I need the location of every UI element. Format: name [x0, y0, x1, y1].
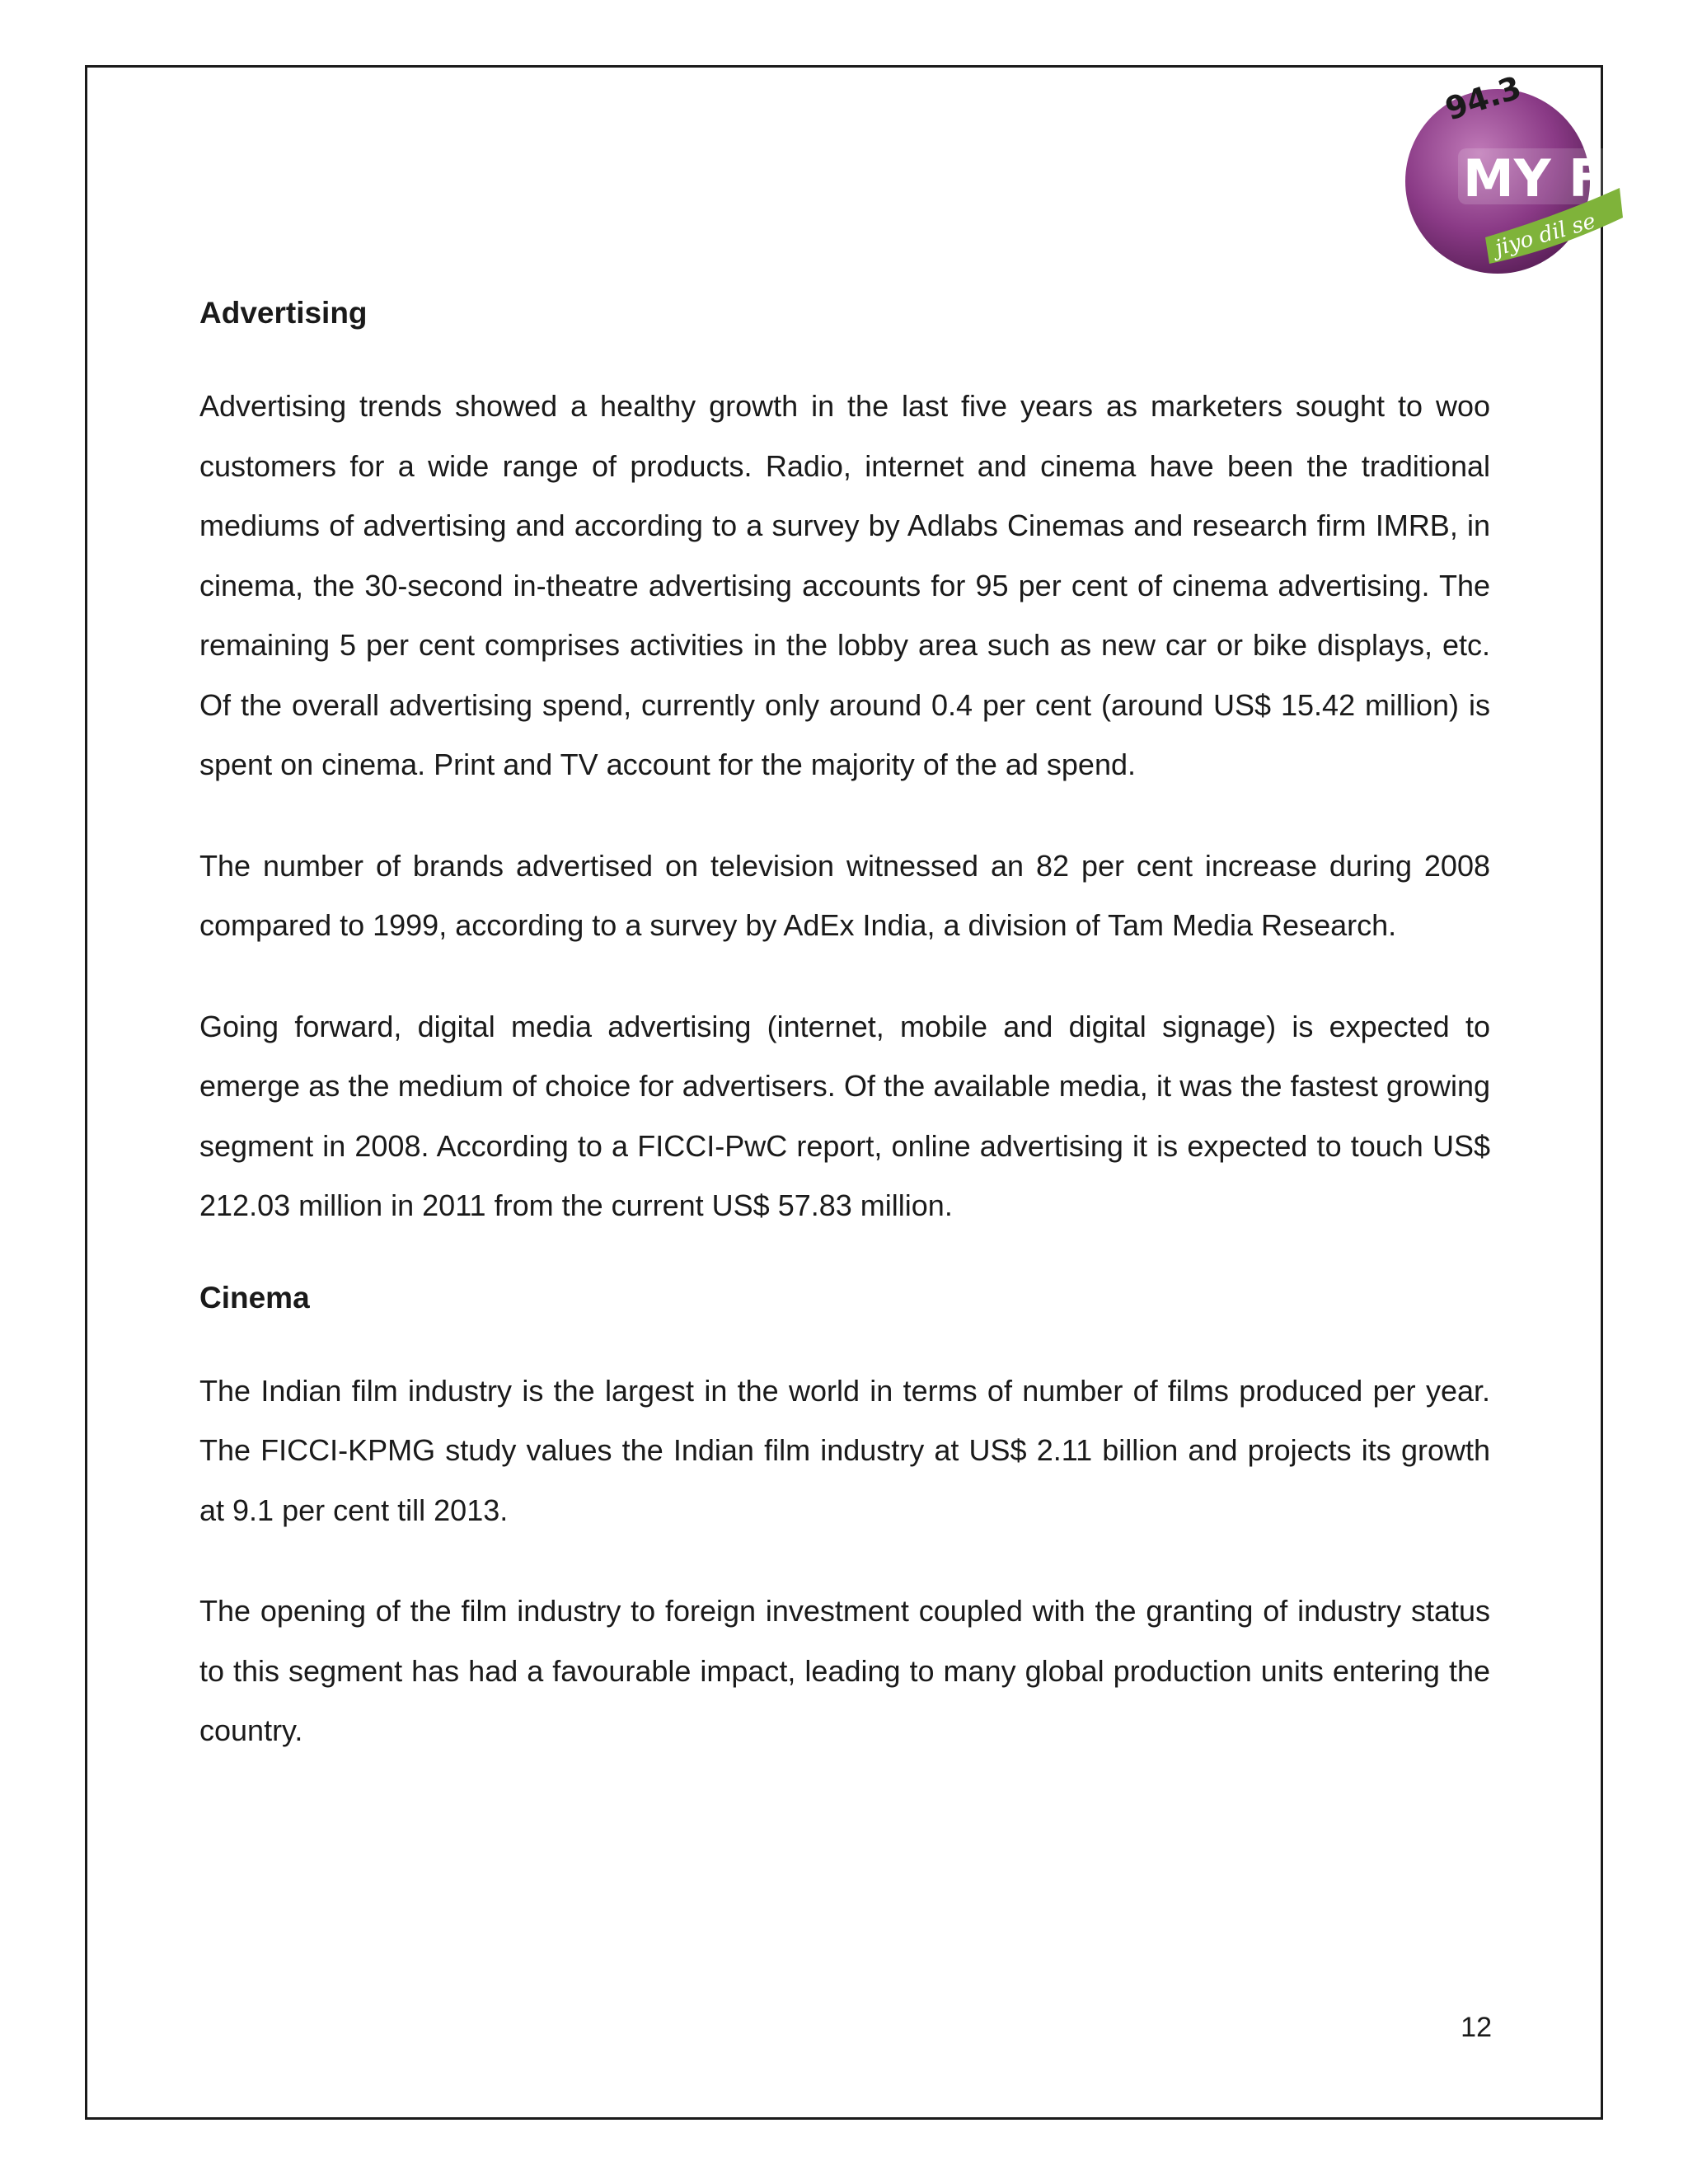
logo-frequency: 94.3 [1441, 68, 1526, 128]
paragraph: The number of brands advertised on television witnessed an 82 per cent increase during 2008 compared to 1999, according to a survey by AdEx India, a division of Tam Media Research. [199, 848, 1490, 942]
paragraph: The opening of the film industry to foreign investment coupled with the granting of industry status to this segment has had a favourable impact, leading to many global production units entering the country. [199, 1594, 1490, 1747]
paragraph: Advertising trends showed a healthy growth in the last five years as marketers sought to woo customers for a wide range of products. Radio, internet and cinema have been the traditional mediums of advertising and according to a survey by Adlabs Cinemas and research firm IMRB, in cinema, the 30-second in-theatre advertising accounts for 95 per cent of cinema advertising. The remaining 5 per cent comprises activities in the lobby area such as new car or bike displays, etc. Of the overall advertising spend, currently only around 0.4 per cent (around US$ 15.42 million) is spent on cinema. Print and TV account for the majority of the ad spend. [199, 389, 1490, 781]
document-body [199, 293, 1490, 1761]
paragraph: Going forward, digital media advertising (internet, mobile and digital signage) is expected to emerge as the medium of choice for advertisers. Of the available media, it was the fastest growing segment in 2008. According to a FICCI-PwC report, online advertising it is expected to touch US$ 212.03 million in 2011 from the current US$ 57.83 million. [199, 1009, 1490, 1222]
paragraph: The Indian film industry is the largest in the world in terms of number of films produced per year. The FICCI-KPMG study values the Indian film industry at US$ 2.11 billion and projects its growth at 9.1 per cent till 2013. [199, 1373, 1490, 1527]
page-number: 12 [1461, 2012, 1492, 2043]
logo-tagline: jiyo dil se [1492, 209, 1599, 261]
my-fm-logo [1399, 68, 1655, 279]
section-heading-cinema: Cinema [199, 1280, 310, 1315]
logo-brand: MY FM [1463, 148, 1655, 209]
section-heading-advertising: Advertising [199, 296, 368, 330]
